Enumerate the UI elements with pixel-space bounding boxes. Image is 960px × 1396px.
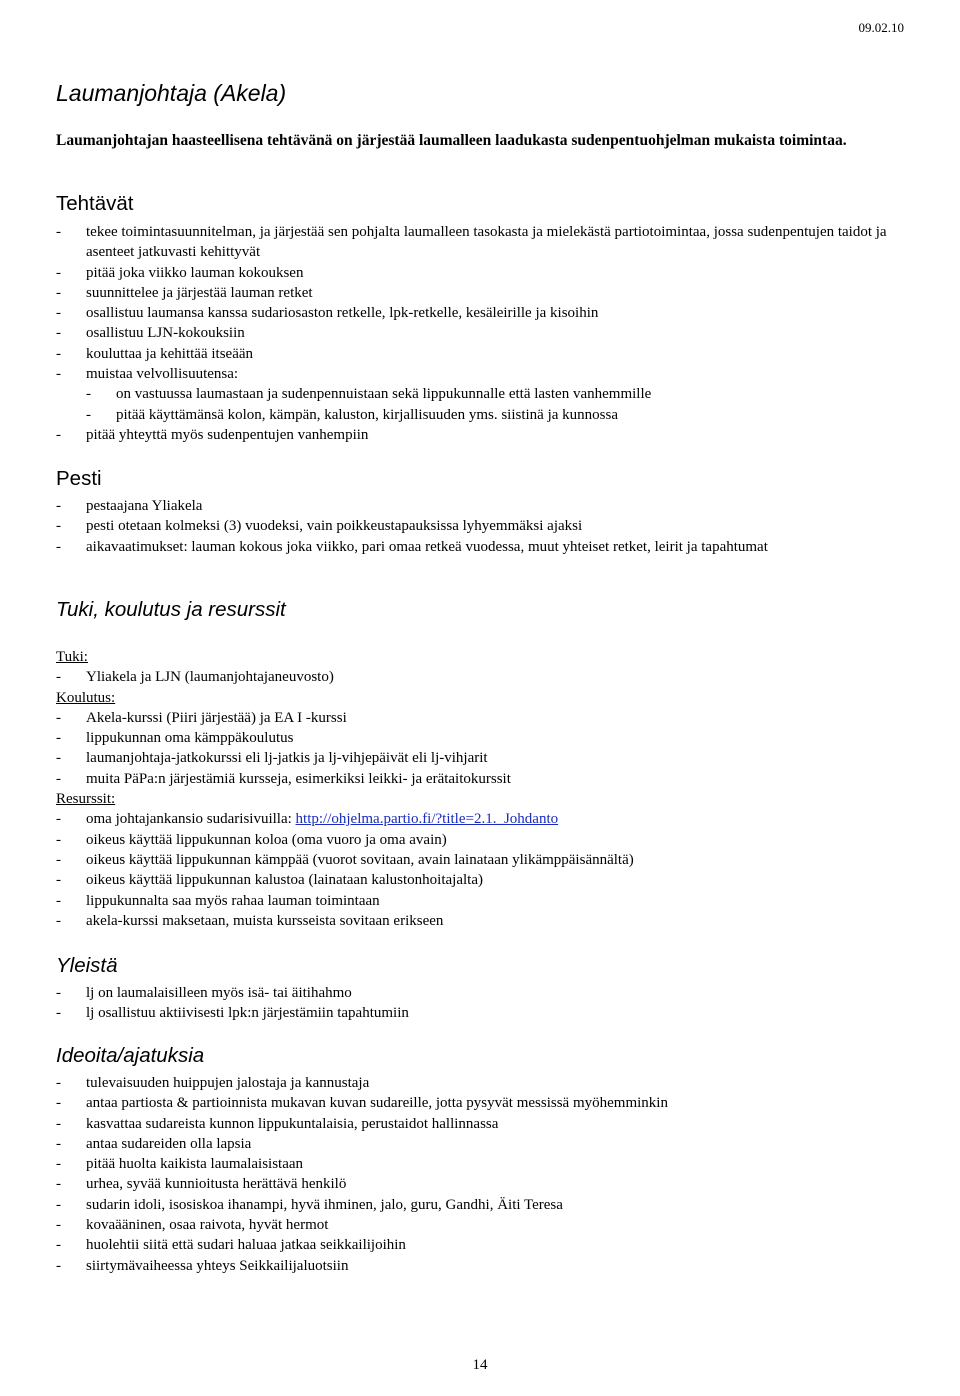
list-item: - pitää huolta kaikista laumalaisistaan [56, 1156, 304, 1173]
tuki-list [56, 667, 634, 687]
list-item: - osallistuu LJN-kokouksiin [56, 325, 245, 342]
list-item: - lj on laumalaisilleen myös isä- tai äitihahmo [56, 985, 352, 1001]
list-item: - antaa partiosta & partioinnista mukavan kuvan sudareille, jotta pysyvät messissä myöhemminkin [56, 1095, 668, 1112]
list-item: - kasvattaa sudareista kunnon lippukuntalaisia, perustaidot hallinnassa [56, 1115, 499, 1132]
johdanto-link[interactable]: http://ohjelma.partio.fi/?title=2.1._Johdanto [295, 811, 559, 828]
section-heading-ideoita: Ideoita/ajatuksia [56, 1044, 205, 1067]
list-item: - urhea, syvää kunnioitusta herättävä henkilö [56, 1176, 347, 1193]
list-item: - kouluttaa ja kehittää itseään [56, 345, 254, 362]
list-item: - sudarin idoli, isosiskoa ihanampi, hyvä ihminen, jalo, guru, Gandhi, Äiti Teresa [56, 1196, 563, 1213]
list-item: - akela-kurssi maksetaan, muista kursseista sovitaan erikseen [56, 912, 444, 929]
list-item: - huolehtii siitä että sudari haluaa jatkaa seikkailijoihin [56, 1237, 406, 1254]
koulutus-list [56, 708, 634, 789]
sub-list-item: - on vastuussa laumastaan ja sudenpennuistaan sekä lippukunnalle että lasten vanhemmille [86, 386, 652, 403]
list-item: - laumanjohtaja-jatkokurssi eli lj-jatkis ja lj-vihjepäivät eli lj-vihjarit [56, 750, 488, 767]
resurssit-label: Resurssit: [56, 791, 116, 808]
list-item: - suunnittelee ja järjestää lauman retket [56, 284, 313, 301]
yleista-list [56, 983, 409, 1024]
sub-list [86, 384, 906, 425]
list-item: - pitää yhteyttä myös sudenpentujen vanhempiin [56, 426, 369, 443]
list-item: - lippukunnan oma kämppäkoulutus [56, 730, 294, 747]
list-item: - oma johtajankansio sudarisivuilla: http://ohjelma.partio.fi/?title=2.1._Johdanto [56, 811, 559, 828]
tuki-block [56, 647, 634, 931]
intro-paragraph: Laumanjohtajan haasteellisena tehtävänä on järjestää laumalleen laadukasta sudenpentuohjelman mukaista toimintaa. [56, 132, 847, 149]
list-item: - muistaa velvollisuutensa: - on vastuussa laumastaan ja sudenpennuistaan sekä lippukunnalle että lasten vanhemmille - pitää käyttämänsä kolon, kämpän, kaluston, kirjallisuuden yms. siistinä ja kunnossa [56, 364, 906, 425]
sub-list-item: - pitää käyttämänsä kolon, kämpän, kaluston, kirjallisuuden yms. siistinä ja kunnossa [86, 406, 619, 423]
koulutus-label: Koulutus: [56, 689, 116, 706]
list-item: - muita PäPa:n järjestämiä kursseja, esimerkiksi leikki- ja erätaitokurssit [56, 770, 511, 787]
header-date: 09.02.10 [858, 20, 904, 35]
list-item: - pitää joka viikko lauman kokouksen [56, 264, 304, 281]
list-item: - oikeus käyttää lippukunnan kalustoa (lainataan kalustonhoitajalta) [56, 872, 483, 889]
list-item: - Akela-kurssi (Piiri järjestää) ja EA I -kurssi [56, 709, 347, 726]
section-heading-yleista: Yleistä [56, 954, 118, 977]
section-heading-tehtavat: Tehtävät [56, 192, 134, 215]
list-item: - Yliakela ja LJN (laumanjohtajaneuvosto) [56, 669, 334, 686]
list-item: - pestaajana Yliakela [56, 498, 203, 514]
list-item: - aikavaatimukset: lauman kokous joka viikko, pari omaa retkeä vuodessa, muut yhteiset retket, leirit ja tapahtumat [56, 538, 768, 555]
list-item: - siirtymävaiheessa yhteys Seikkailijaluotsiin [56, 1257, 349, 1274]
tehtavat-list [56, 222, 906, 445]
ideoita-list [56, 1073, 668, 1276]
list-item: - tulevaisuuden huippujen jalostaja ja kannustaja [56, 1075, 370, 1091]
pesti-list [56, 496, 768, 557]
list-item: - lippukunnalta saa myös rahaa lauman toimintaan [56, 892, 380, 909]
list-item: - osallistuu laumansa kanssa sudariosaston retkelle, lpk-retkelle, kesäleirille ja kisoihin [56, 305, 599, 322]
list-item: - lj osallistuu aktiivisesti lpk:n järjestämiin tapahtumiin [56, 1005, 409, 1022]
section-heading-pesti: Pesti [56, 467, 102, 490]
tuki-label: Tuki: [56, 649, 88, 665]
list-item: - pesti otetaan kolmeksi (3) vuodeksi, vain poikkeustapauksissa lyhyemmäksi ajaksi [56, 518, 583, 535]
list-item: - antaa sudareiden olla lapsia [56, 1135, 252, 1152]
resurssit-list [56, 809, 634, 931]
section-heading-tuki: Tuki, koulutus ja resurssit [56, 598, 286, 621]
list-item: - kovaääninen, osaa raivota, hyvät hermot [56, 1217, 329, 1234]
page-title: Laumanjohtaja (Akela) [56, 80, 287, 106]
list-item: - tekee toimintasuunnitelman, ja järjestää sen pohjalta laumalleen tasokasta ja mielekästä partiotoimintaa, jossa sudenpentujen taidot ja asenteet jatkuvasti kehittyvät [56, 224, 887, 261]
list-item: - oikeus käyttää lippukunnan koloa (oma vuoro ja oma avain) [56, 831, 447, 848]
list-item: - oikeus käyttää lippukunnan kämppää (vuorot sovitaan, avain lainataan ylikämppäisännältä) [56, 851, 634, 868]
page-number: 14 [472, 1357, 488, 1373]
